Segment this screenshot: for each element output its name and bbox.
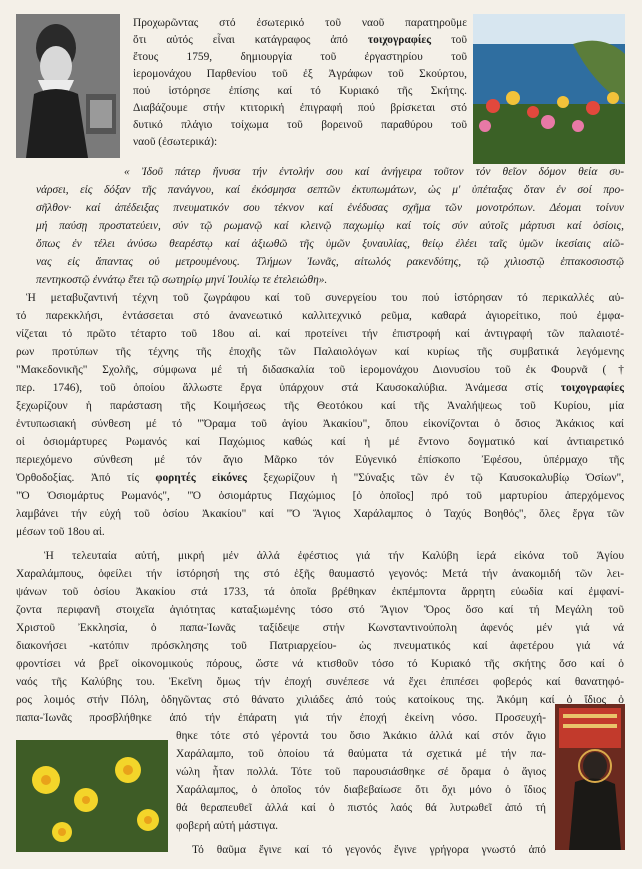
text-line: ρων προτύπων τῆς τέχνης τῆς ἐποχῆς τῶν Παλαιολόγων καί κυρίως τῆς συμβατικά λεγόμενης [16,346,624,358]
text-line: λαμβάνει τήν εὐχή τοῦ ὁσίου Ἀκακίου" καί "Ὁ Ἅγιος Χαράλαμπος ὁ Ταχύς Βοηθός", ὅλες ἔργα τῶν [16,508,624,520]
text-line: Ὀρθοδοξίας. Ἀπό τίς φορητές εἰκόνες ξεχωρίζουν ἡ "Σύναξις τῶν ἐν τῷ Καυσοκαλυβίῳ Ὁσίων", [16,472,624,484]
text-line: ξεχωρίζουν ἡ παράσταση τῆς Κοιμήσεως τῆς Θεοτόκου καί τῆς Ἀναλήψεως τοῦ Κυρίου, μία [16,400,624,412]
text-line: δυτικό πλάγιο τοίχωμα τοῦ βορεινοῦ παραθύρου τοῦ [133,119,467,131]
text-line: οἱ ὁσιομάρτυρες Ρωμανός καί Παχώμιος καθώς καί ἡ μέ ἔντονο δογματικό καί ἀντιαιρετικό [16,436,624,448]
text-line: περ. 1746), τοῦ ὁποίου ἄλλωστε ἔργα ὑπάρχουν στά Καυσοκαλύβια. Ἀνάμεσα στίς τοιχογραφίες [16,382,624,394]
text-line: ἔτους 1759, δημιουργία τοῦ ἐργαστηρίου τοῦ [133,51,467,63]
text-line: σῆλθον· καί ἀπέδειξας πνευματικόν σου τέκνον καί ἐνέδυσας σχῆμα τῶν μονοτρόπων. Δέομαι τοίνυν [36,202,624,214]
text-line: Ἡ τελευταία αὐτή, μικρή μέν ἀλλά ἐφέστιος γιά τήν Καλύβη ἱερά εἰκόνα τοῦ Ἁγίου [44,550,624,562]
text-line: Χαράλαμπο, τοῦ ὁποίου τά θαύματα τά σχετικά μέ τήν πα- [176,748,546,760]
text-line: ἱερομονάχου Παρθενίου τοῦ ἐξ Ἀγράφων τοῦ Σκούρτου, [133,68,467,80]
text-line: θηκε τότε στό γέροντά του ὅσιο Ἀκάκιο ἀλλά καί στόν ἅγιο [176,730,546,742]
text-line: ὅτι αὐτός εἶναι κατάγραφος ἀπό τοιχογραφίες τοῦ [133,34,467,46]
text-line: περιεχόμενο σύνθεση μέ τόν ἅγιο Μᾶρκο τόν Εὐγενικό ἐπίσκοπο Ἐφέσου, ὑπέρμαχο τῆς [16,454,624,466]
text-line: νάρσει, εἰς δόξαν τῆς πανάγνου, καί ἐκόσμησα σεπτῶν ἐκτυπωμάτων, ὡς μ' ὑπέταξας ὅταν ἐν σοί προ- [36,184,624,196]
text-line: Προχωρῶντας στό ἐσωτερικό τοῦ ναοῦ παρατηροῦμε [133,17,467,29]
monk-portrait-photo [16,14,120,158]
text-line: Τό θαῦμα ἔγινε καί τό γεγονός ἔγινε γρήγορα γνωστό ἀπό [192,844,546,856]
text-line: Χριστοῦ Ἐκκλησία, ὁ παπα-Ἰωνᾶς ταξίδεψε στήν Κωνσταντινούπολη ἀφενός μέν γιά νά [16,622,624,634]
text-line: μή παύσῃ προστατεύειν, σύν τῷ ρωμανῷ καί κλεινῷ παχωμίῳ καί τοίς σύν αὐτοῖς μάρτυσι καί ὁσίοις, [36,220,624,232]
text-line: ἐντυπωσιακή σύνθεση μέ τό "Ὅραμα τοῦ ἁγίου Ἀκακίου", ὅπου εἰκονίζονται ὁ ὅσιος Ἀκάκιος καί [16,418,624,430]
text-line: ναοῦ (ἐσωτερικά): [133,136,218,148]
text-line: Χαραλάμπους, ὀφείλει τήν ἱστόρησή της στό ἑξῆς θαυμαστό γεγονός: Μετά τήν ἀνακομιδή τῶν λει- [16,568,624,580]
text-line: φοβερή αὐτή μάστιγα. [176,820,279,832]
text-line: νώλη ἦταν πολλά. Τότε τοῦ παρουσιάσθηκε σέ ὅραμα ὁ ἅγιος [176,766,546,778]
text-line: νας εἰς ἅπαντας οὐ μετρουμένους. Τλήμων Ἰωνᾶς, αἰτωλός ρακενδύτης, τῷ χιλιοστῷ ἑπτακοσιοστῷ [36,256,624,268]
text-line: "Ὁ Ὁσιομάρτυς Ρωμανός", "Ὁ ὁσιομάρτυς Παχώμιος [ὁ ὁποῖος] πρό τοῦ μαρτυρίου ἀπερχόμενος [16,490,624,502]
coast-with-tulips-photo [473,14,625,164]
text-line: Διαβάζουμε στήν κτιτορική ἐπιγραφή πού βρίσκεται στό [133,102,467,114]
text-line: ὅπως ἐν τέλει ἀνύσω θεαρέστῳ καί ἀξιωθῶ τῆς ὑμῶν ξυναυλίας, θείῳ ἐλέει ταῖς ὑμῶν ἱκεσίαις αἰῶ- [36,238,624,250]
text-line: μέσων τοῦ 18ου αἰ. [16,526,105,538]
text-line: ρος λοιμός στήν Πόλη, ὁδηγῶντας στό θάνατο χιλιάδες ἀπό τούς κατοίκους της. Ἀκόμη καί ὁ ἴδιος ὁ [16,694,624,706]
text-line: Χαράλαμπος, ὁ ὁποῖος τόν διαβεβαίωσε ὅτι ὄχι μόνο ὁ ἴδιος [176,784,546,796]
text-line: ναός τῆς Καλύβης του. Ἐκεῖνη ὅμως τήν ἐποχή συνέπεσε νά ἔχει ἐπιπέσει φοβερός καί θανατηφό- [16,676,624,688]
text-line: πού ἱστόρησε ἐπίσης καί τό Κυριακό τῆς Σκήτης. [133,85,467,97]
text-line: παπα-Ἰωνᾶς προσβλήθηκε ἀπό τήν ἐπάρατη γιά τήν ἐποχή ἐκείνη νόσο. Προσευχή- [16,712,546,724]
text-line: νίζεται τό πρῶτο τέταρτο τοῦ 18ου αἰ. καί προτείνει τήν ἐπιστροφή καί ἀντιγραφή τῶν παλαιοτέ- [16,328,624,340]
text-line: "Μακεδονικῆς" Σχολῆς, σύμφωνα μέ τή διδασκαλία τοῦ ἱερομονάχου Διονυσίου τοῦ ἐκ Φουρνᾶ († [16,364,624,376]
text-line: φροντίσει νά βρεῖ οἰκονομικούς πόρους, ὥστε νά κτισθοῦν τόσο τό Κυριακό τῆς σκήτης ὅσο καί ὁ [16,658,624,670]
daffodils-photo [16,740,168,852]
text-line: ζοντα περιφανῆ στοιχεῖα ἁγιότητας καταξιωμένης τόσο στό Ἅγιον Ὄρος ὅσο καί τή Μεγάλη τοῦ [16,604,624,616]
text-line: « Ἰδοῦ πάτερ ἤνυσα τήν ἐντολήν σου καί ἀνήγειρα τοῦτον τόν θεῖον δόμον θεία συ- [124,166,624,178]
text-line: πεντηκοστῷ ἐννάτῳ ἔτει τῷ σωτηρίῳ μηνί Ἰουλίῳ τε ἐτελειώθη». [36,274,328,286]
text-line: Ἡ μεταβυζαντινή τέχνη τοῦ ζωγράφου καί τοῦ συνεργείου του πού ἱστόρησαν τό περικαλλές αὐ- [26,292,624,304]
text-line: τό παρεκκλήσι, ἐντάσσεται στό ἀνανεωτικό καλλιτεχνικό ρεῦμα, καθαρά ἁγιορείτικο, πού ἐμφα- [16,310,624,322]
text-line: θά θεραπευθεῖ ἀλλά καί ὁ πιστός λαός θά λυτρωθεῖ ἀπό τή [176,802,546,814]
saint-icon-photo [555,704,625,850]
text-line: ψάνων τοῦ ὁσίου Ἀκακίου στά 1733, τά ὁποῖα βρέθηκαν ἐκπέμποντα ἄρρητη εὐωδία καί ἐμφανί- [16,586,624,598]
text-line: διακονήσει -κατόπιν πρόσκλησης τοῦ Πατριαρχείου- ὡς πνευματικός καί ἀφετέρου γιά νά [16,640,624,652]
